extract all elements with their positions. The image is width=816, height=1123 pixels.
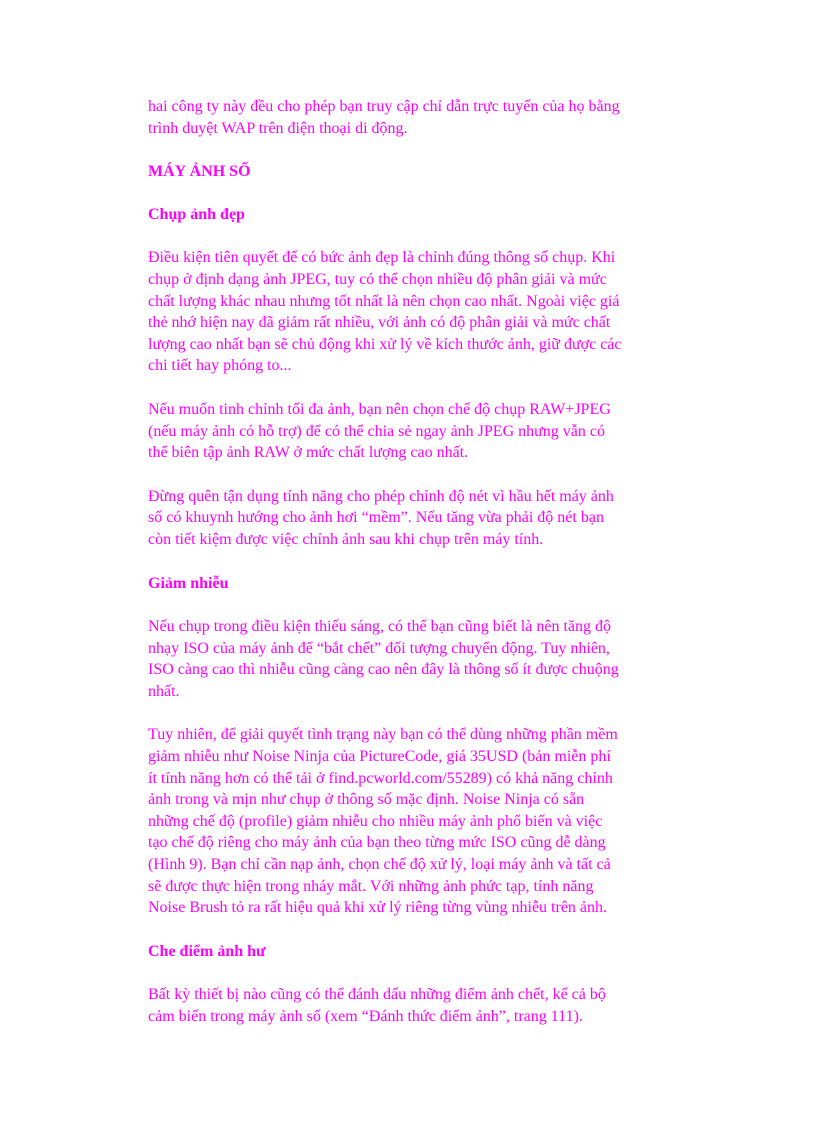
paragraph-1 bbox=[148, 247, 688, 377]
paragraph-line: nhất. bbox=[148, 682, 180, 700]
paragraph-line: (Hình 9). Bạn chỉ cần nạp ảnh, chọn chế độ xử lý, loại máy ảnh và tất cả bbox=[148, 856, 611, 874]
paragraph-line: (nếu máy ảnh có hỗ trợ) để có thể chia sẻ ngay ảnh JPEG nhưng vẫn có bbox=[148, 422, 605, 440]
intro-line: trình duyệt WAP trên điện thoại di động. bbox=[148, 119, 408, 137]
paragraph-line: Đừng quên tận dụng tính năng cho phép chỉnh độ nét vì hầu hết máy ảnh bbox=[148, 487, 614, 505]
paragraph-line: Noise Brush tỏ ra rất hiệu quả khi xử lý riêng từng vùng nhiễu trên ảnh. bbox=[148, 899, 608, 917]
heading-giam-nhieu: Giảm nhiễu bbox=[148, 574, 229, 592]
paragraph-line: thẻ nhớ hiện nay đã giảm rất nhiều, với ảnh có độ phân giải và mức chất bbox=[148, 314, 611, 332]
paragraph-line: chụp ở định dạng ảnh JPEG, tuy có thể chọn nhiều độ phân giải và mức bbox=[148, 270, 607, 288]
heading-chup-anh-dep: Chụp ảnh đẹp bbox=[148, 205, 245, 223]
paragraph-5 bbox=[148, 724, 688, 918]
paragraph-line: lượng cao nhất bạn sẽ chủ động khi xử lý về kích thước ảnh, giữ được các bbox=[148, 335, 622, 353]
paragraph-line: chất lượng khác nhau nhưng tốt nhất là nên chọn cao nhất. Ngoài việc giá bbox=[148, 292, 620, 310]
paragraph-line: Nếu muốn tinh chỉnh tối đa ảnh, bạn nên chọn chế độ chụp RAW+JPEG bbox=[148, 400, 611, 418]
intro-paragraph bbox=[148, 96, 688, 139]
paragraph-line: những chế độ (profile) giảm nhiễu cho nhiều máy ảnh phổ biến và việc bbox=[148, 812, 603, 830]
paragraph-line: Tuy nhiên, để giải quyết tình trạng này bạn có thể dùng những phần mềm bbox=[148, 726, 618, 744]
paragraph-6 bbox=[148, 984, 688, 1027]
paragraph-line: chi tiết hay phóng to... bbox=[148, 357, 292, 375]
intro-line: hai công ty này đều cho phép bạn truy cập chỉ dẫn trực tuyến của họ bằng bbox=[148, 98, 620, 115]
paragraph-line: ISO càng cao thì nhiễu cũng càng cao nên đây là thông số ít được chuộng bbox=[148, 661, 619, 679]
paragraph-4 bbox=[148, 616, 688, 702]
paragraph-2 bbox=[148, 399, 688, 464]
section-title: MÁY ẢNH SỐ bbox=[148, 163, 251, 181]
document-page bbox=[148, 96, 688, 1028]
paragraph-line: cảm biến trong máy ảnh số (xem “Đánh thức điểm ảnh”, trang 111). bbox=[148, 1008, 583, 1025]
paragraph-line: số có khuynh hướng cho ảnh hơi “mềm”. Nếu tăng vừa phải độ nét bạn bbox=[148, 509, 604, 527]
paragraph-line: Nếu chụp trong điều kiện thiếu sáng, có thể bạn cũng biết là nên tăng độ bbox=[148, 618, 611, 636]
paragraph-line: ít tính năng hơn có thể tải ở find.pcworld.com/55289) có khả năng chỉnh bbox=[148, 769, 613, 787]
paragraph-line: tạo chế độ riêng cho máy ảnh của bạn theo từng mức ISO cũng dễ dàng bbox=[148, 834, 606, 852]
paragraph-line: thể biên tập ảnh RAW ở mức chất lượng cao nhất. bbox=[148, 444, 469, 462]
heading-che-diem-anh-hu: Che điểm ảnh hư bbox=[148, 942, 266, 960]
paragraph-line: sẽ được thực hiện trong nháy mắt. Với những ảnh phức tạp, tính năng bbox=[148, 877, 594, 895]
paragraph-line: ảnh trong và mịn như chụp ở thông số mặc định. Noise Ninja có sẵn bbox=[148, 791, 585, 809]
paragraph-line: Điều kiện tiên quyết để có bức ảnh đẹp là chỉnh đúng thông số chụp. Khi bbox=[148, 249, 616, 267]
paragraph-3 bbox=[148, 486, 688, 551]
paragraph-line: giảm nhiễu như Noise Ninja của PictureCode, giá 35USD (bản miễn phí bbox=[148, 748, 611, 766]
paragraph-line: Bất kỳ thiết bị nào cũng có thể đánh dấu những điểm ảnh chết, kể cả bộ bbox=[148, 986, 606, 1004]
paragraph-line: còn tiết kiệm được việc chỉnh ảnh sau khi chụp trên máy tính. bbox=[148, 530, 544, 548]
paragraph-line: nhạy ISO của máy ảnh để “bắt chết” đối tượng chuyển động. Tuy nhiên, bbox=[148, 639, 610, 657]
